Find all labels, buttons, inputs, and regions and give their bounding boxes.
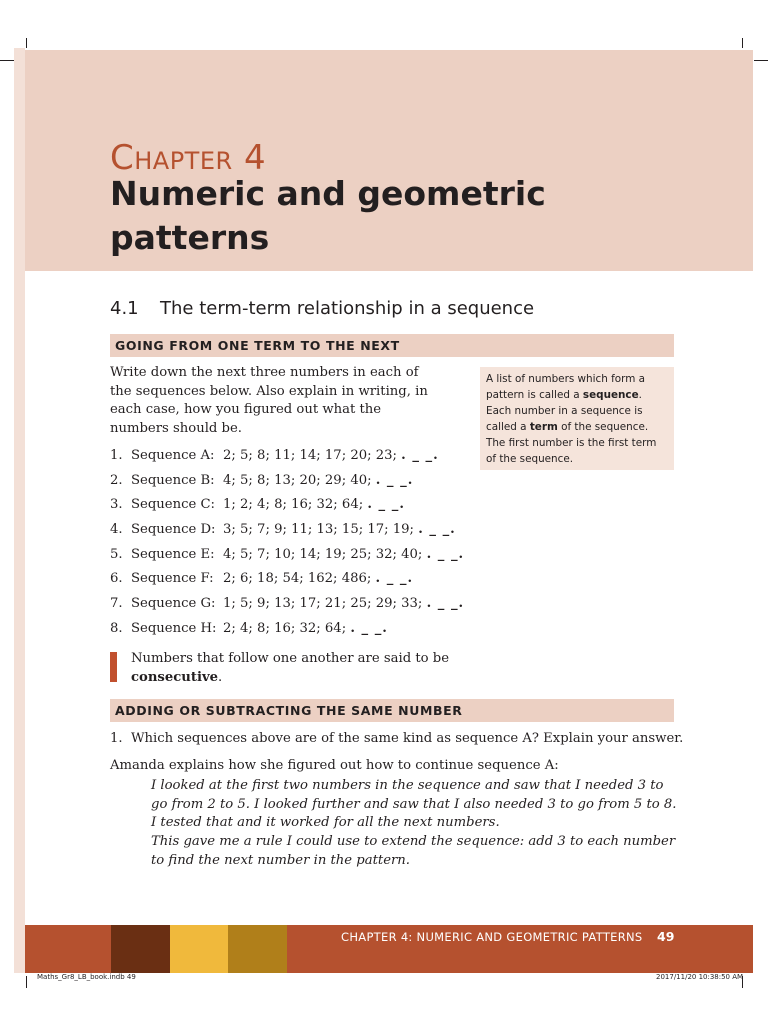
sequence-values: 2; 4; 8; 16; 32; 64; (223, 620, 347, 636)
footer-stripe-brown-left (25, 925, 111, 973)
chapter-title-line1: Numeric and geometric (110, 174, 546, 213)
sequence-values: 4; 5; 7; 10; 14; 19; 25; 32; 40; (223, 546, 423, 562)
chapter-label: Chapter 4 (110, 138, 267, 178)
consecutive-note-text: Numbers that follow one another are said to be (131, 651, 450, 666)
consecutive-note (131, 650, 451, 687)
callout-accent-bar (110, 652, 117, 682)
footer-stripe-ochre (228, 925, 287, 973)
sequence-terms (223, 596, 464, 611)
answer-blanks: . _ _. (367, 497, 405, 513)
item-number: 6. (110, 571, 123, 587)
sequence-name: Sequence B: (131, 472, 215, 488)
list-item (110, 621, 450, 646)
answer-blanks: . _ _. (426, 546, 465, 562)
definition-term-term: term (529, 421, 558, 433)
list-item (110, 448, 450, 473)
quote-paragraph-1: I looked at the first two numbers in the sequence and saw that I needed 3 to go from 2 to 5. I looked further and saw that I also needed 3 to go from 5 to 8. I tested that and it worked for all the next numbers. (151, 778, 677, 830)
footer-stripe-dark (111, 925, 170, 973)
subheading-going-from-one-term: GOING FROM ONE TERM TO THE NEXT (110, 334, 674, 357)
sequence-name: Sequence A: (131, 448, 215, 463)
sequence-name: Sequence F: (131, 571, 214, 587)
question-1: 1. Which sequences above are of the same kind as sequence A? Explain your answer. (110, 731, 684, 746)
sequence-values: 2; 6; 18; 54; 162; 486; (223, 571, 372, 587)
answer-blanks: . _ _. (350, 620, 388, 636)
list-item (110, 497, 450, 522)
item-number: 2. (110, 472, 123, 488)
list-item (110, 571, 450, 596)
answer-blanks: . _ _. (375, 472, 414, 488)
chapter-title-line2: patterns (110, 218, 270, 257)
page-number: 49 (657, 929, 675, 944)
sequence-terms (223, 522, 456, 537)
list-item (110, 522, 456, 547)
answer-blanks: . _ _. (375, 571, 414, 587)
list-item (110, 473, 450, 498)
list-item (110, 596, 465, 621)
answer-blanks: . _ _. (418, 522, 456, 538)
sequence-name: Sequence H: (131, 620, 217, 636)
item-number: 8. (110, 620, 123, 636)
quote-paragraph-2: This gave me a rule I could use to extend the sequence: add 3 to each number to find the next number in the pattern. (151, 834, 676, 868)
sequence-values: 3; 5; 7; 9; 11; 13; 15; 17; 19; (223, 522, 414, 538)
item-number: 3. (110, 497, 123, 513)
sequence-terms (223, 547, 464, 562)
section-number: 4.1 (110, 298, 139, 319)
sequence-name: Sequence C: (131, 497, 215, 513)
running-head: CHAPTER 4: NUMERIC AND GEOMETRIC PATTERNS (341, 930, 643, 944)
list-item (110, 546, 465, 572)
sequence-name: Sequence G: (131, 596, 216, 612)
sequence-terms (223, 473, 413, 488)
sequence-values: 4; 5; 8; 13; 20; 29; 40; (223, 472, 372, 488)
section-heading (110, 298, 534, 319)
subheading-adding-or-subtracting: ADDING OR SUBTRACTING THE SAME NUMBER (110, 699, 674, 722)
item-number: 5. (110, 546, 123, 562)
section-title: The term-term relationship in a sequence (160, 298, 535, 319)
answer-blanks: . _ _. (401, 448, 439, 463)
amanda-intro: Amanda explains how she figured out how to continue sequence A: (110, 758, 559, 773)
consecutive-note-end: . (218, 669, 223, 685)
slug-timestamp: 2017/11/20 10:38:50 AM (656, 973, 744, 981)
footer-stripe-yellow (170, 925, 228, 973)
sequence-name: Sequence D: (131, 522, 216, 538)
definition-sidebar (480, 367, 674, 470)
item-number: 7. (110, 596, 123, 612)
chapter-title (110, 172, 690, 260)
definition-term-sequence: sequence (582, 389, 639, 401)
crop-mark-tl-h (0, 60, 14, 61)
sequence-values: 1; 5; 9; 13; 17; 21; 25; 29; 33; (223, 596, 423, 612)
intro-paragraph: Write down the next three numbers in each of the sequences below. Also explain in writing, in each case, how you figured out what the numbers should be. (110, 365, 428, 436)
crop-mark-tr-h (754, 60, 768, 61)
answer-blanks: . _ _. (426, 596, 465, 612)
item-number: 1. (110, 448, 123, 463)
item-number: 4. (110, 522, 123, 538)
crop-mark-bl-v (26, 976, 27, 988)
slug-filename: Maths_Gr8_LB_book.indb 49 (37, 973, 136, 981)
sequence-list (110, 448, 465, 646)
consecutive-term: consecutive (131, 669, 219, 685)
sequence-name: Sequence E: (131, 546, 215, 562)
sequence-terms (223, 448, 439, 463)
definition-text-2: . Each number in a sequence is called a (486, 389, 643, 433)
definition-text-3: of the sequence. The first number is the first term of the sequence. (486, 421, 657, 465)
sequence-terms (223, 621, 388, 636)
sequence-terms (223, 497, 405, 512)
sequence-terms (223, 571, 413, 586)
sequence-values: 2; 5; 8; 11; 14; 17; 20; 23; (223, 448, 397, 463)
definition-text-1: A list of numbers which form a pattern is called a (486, 373, 646, 401)
sequence-values: 1; 2; 4; 8; 16; 32; 64; (223, 497, 364, 513)
